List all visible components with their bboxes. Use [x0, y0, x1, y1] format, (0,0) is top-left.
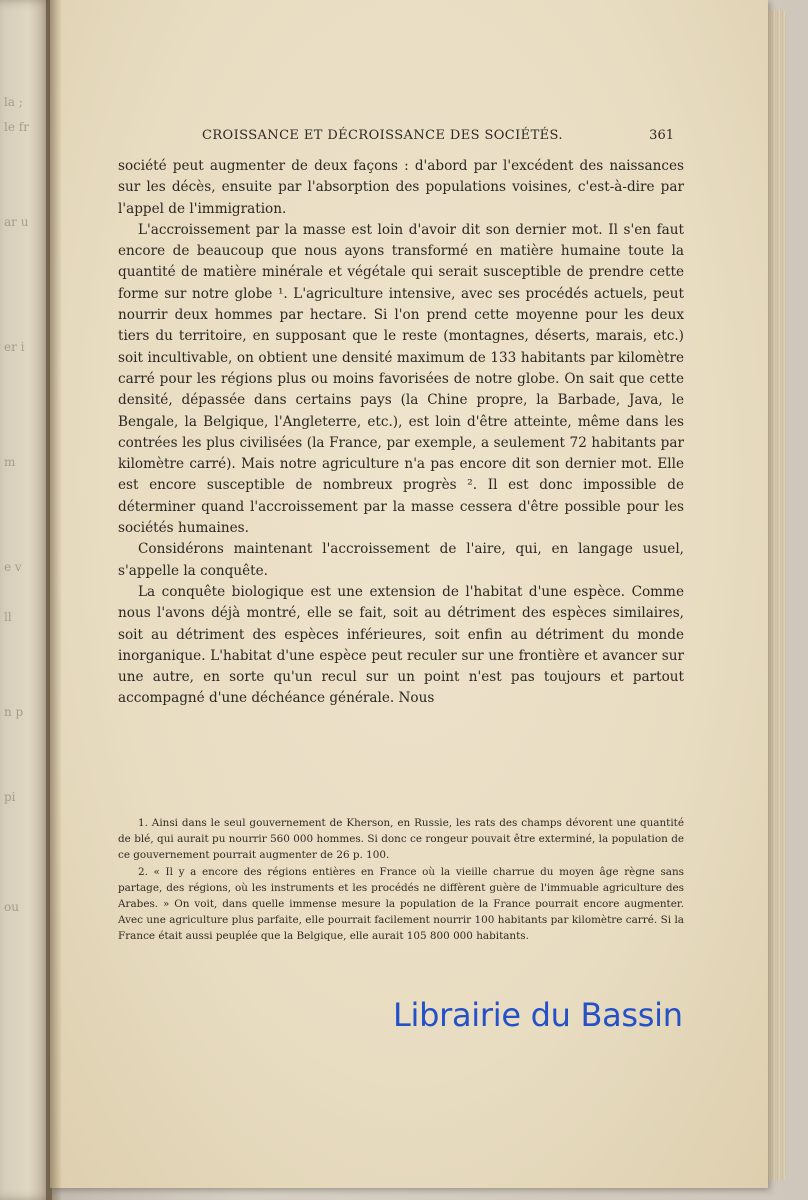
page-number: 361: [649, 128, 674, 143]
paragraph: La conquête biologique est une extension de l'habitat d'une espèce. Comme nous l'avons déjà montré, elle se fait, soit au détriment des espèces similaires, soit au détriment des espèces inférieures, soit enfin au détriment du monde inorganique. L'habitat d'une espèce peut reculer sur une frontière et avancer sur une autre, en sorte qu'un recul sur un point n'est pas toujours et partout accompagné d'une déchéance générale. Nous: [118, 583, 684, 707]
footnotes: [118, 815, 684, 945]
running-header: [202, 128, 674, 143]
watermark: Librairie du Bassin: [393, 996, 683, 1034]
running-title: CROISSANCE ET DÉCROISSANCE DES SOCIÉTÉS.: [202, 128, 563, 143]
paragraph: société peut augmenter de deux façons : d'abord par l'excédent des naissances sur les décès, ensuite par l'absorption des populations voisines, c'est-à-dire par l'appel de l'immigration.: [118, 158, 684, 217]
paragraph: L'accroissement par la masse est loin d'avoir dit son dernier mot. Il s'en faut encore de beaucoup que nous ayons transformé en matière humaine toute la quantité de matière minérale et végétale qui serait susceptible de prendre cette forme sur notre globe ¹. L'agriculture intensive, avec ses procédés actuels, peut nourrir deux hommes par hectare. Si l'on prend cette moyenne pour les deux tiers du territoire, en supposant que le reste (montagnes, déserts, marais, etc.) soit incultivable, on obtient une densité maximum de 133 habitants par kilomètre carré pour les régions plus ou moins favorisées de notre globe. On sait que cette densité, dépassée dans certains pays (la Chine propre, la Barbade, Java, le Bengale, la Belgique, l'Angleterre, etc.), est loin d'être atteinte, même dans les contrées les plus civilisées (la France, par exemple, a seulement 72 habitants par kilomètre carré). Mais notre agriculture n'a pas encore dit son dernier mot. Elle est encore susceptible de nombreux progrès ². Il est donc impossible de déterminer quand l'accroissement par la masse cessera d'être possible pour les sociétés humaines.: [118, 221, 684, 537]
body-text: [118, 156, 684, 710]
book-gutter: [46, 0, 62, 1200]
footnote: 2. « Il y a encore des régions entières en France où la vieille charrue du moyen âge règne sans partage, des régions, où les instruments et les procédés ne diffèrent guère de l'immuable agriculture des Arabes. » On voit, dans quelle immense mesure la population de la France pourrait encore augmenter. Avec une agriculture plus parfaite, elle pourrait facilement nourrir 100 habitants par kilomètre carré. Si la France était aussi peuplée que la Belgique, elle aurait 105 800 000 habitants.: [118, 865, 684, 943]
footnote: 1. Ainsi dans le seul gouvernement de Kherson, en Russie, les rats des champs dévorent une quantité de blé, qui aurait pu nourrir 560 000 hommes. Si donc ce rongeur pouvait être exterminé, la population de ce gouvernement pourrait augmenter de 26 p. 100.: [118, 817, 684, 862]
facing-page: la ; le fr ar u er i m e v ll n p pi ou: [0, 0, 52, 1200]
paragraph: Considérons maintenant l'accroissement de l'aire, qui, en langage usuel, s'appelle la conquête.: [118, 541, 684, 579]
